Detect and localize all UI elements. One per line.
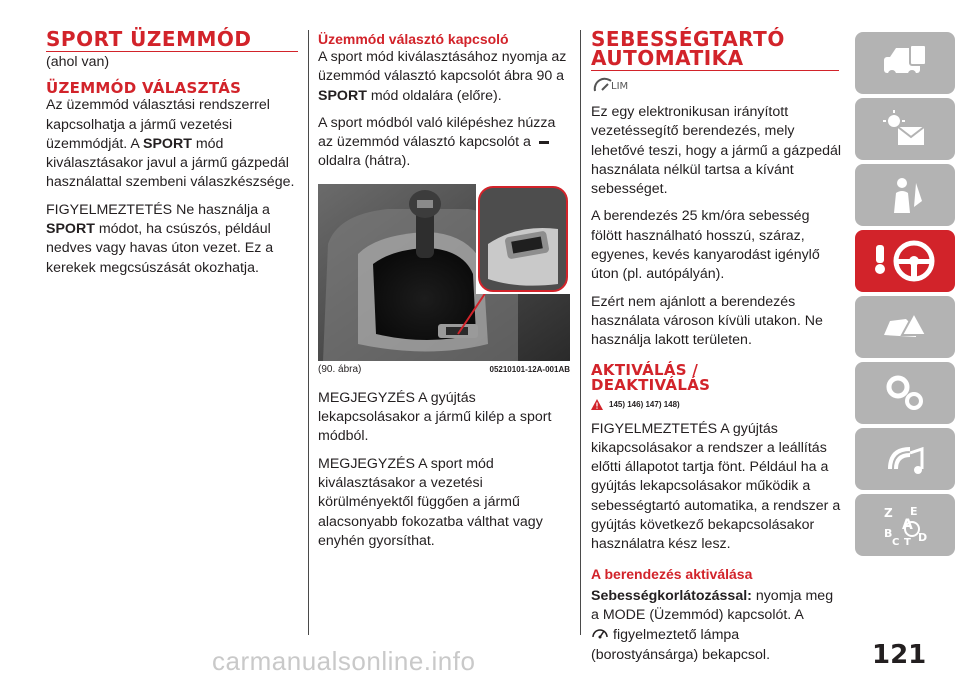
section-title: SPORT ÜZEMMÓD [46, 27, 252, 51]
chapter-tabs [855, 32, 955, 560]
tab-multimedia[interactable] [855, 428, 955, 490]
column-divider [580, 30, 581, 635]
page-number: 121 [872, 640, 927, 670]
paragraph: A berendezés 25 km/óra sebesség fölött használható hosszú, száraz, egyenes, kevés kanyarodást igénylő úton (pl. autópályán). [591, 208, 820, 283]
section-subtitle: (ahol van) [46, 54, 110, 70]
steering-wheel-icon [870, 239, 940, 283]
gear-shifter-photo [318, 184, 570, 361]
tab-warning-lights[interactable] [855, 98, 955, 160]
emergency-icon [880, 307, 930, 347]
svg-text:LIM: LIM [611, 81, 629, 92]
column-1 [46, 27, 298, 278]
paragraph: Ez egy elektronikusan irányított vezetéssegítő berendezés, mely lehetővé teszi, hogy a jármű a gázpedál használata nélkül tartsa a kívánt sebességet. [591, 104, 842, 198]
subsection-title: ÜZEMMÓD VÁLASZTÁS [46, 79, 242, 98]
switch-minus-symbol [539, 141, 549, 144]
column-3 [591, 27, 842, 665]
warning-paragraph: FIGYELMEZTETÉS A gyújtás kikapcsolásakor a rendszer a leállítás előtti állapotot tartja fönt. Például ha a gyújtás lekapcsolásakor működik a sebességtartó automatika, a rendszer a gyújtás következő bekapcsolásakor használatra kész lesz. [591, 420, 841, 553]
svg-text:T: T [904, 537, 911, 547]
index-icon [880, 503, 930, 547]
tab-car-info[interactable] [855, 32, 955, 94]
paragraph: Sebességkorlátozással: nyomja meg a MODE (Üzemmód) kapcsolót. A figyelmeztető lámpa (borostyánsárga) bekapcsol. [591, 587, 834, 663]
tab-safety[interactable] [855, 164, 955, 226]
subsection-title: Üzemmód választó kapcsoló [318, 31, 509, 47]
note-paragraph: MEGJEGYZÉS A sport mód kiválasztásakor a vezetési körülményektől függően a jármű alacsonyabb fokozatba válthat vagy enyhén gyorsíthat. [318, 455, 543, 549]
subsection-title: A berendezés aktiválása [591, 565, 753, 582]
multimedia-icon [880, 439, 930, 479]
tab-emergency[interactable] [855, 296, 955, 358]
tab-index[interactable] [855, 494, 955, 556]
figure-code: 05210101-12A-001AB [489, 365, 570, 375]
figure-caption [318, 361, 570, 379]
section-title-line-1: SEBESSÉGTARTÓ [591, 27, 785, 51]
subsection-title-line-1: AKTIVÁLÁS / [591, 360, 699, 379]
column-divider [308, 30, 309, 635]
title-rule [591, 70, 839, 71]
svg-text:E: E [910, 505, 918, 518]
car-info-icon [880, 43, 930, 83]
note-paragraph: MEGJEGYZÉS A gyújtás lekapcsolásakor a jármű kilép a sport módból. [318, 389, 552, 445]
speed-limiter-warning-icon [591, 625, 609, 645]
cruise-control-icon [591, 75, 841, 95]
watermark: carmanualsonline.info [212, 646, 476, 676]
svg-text:A: A [902, 517, 913, 533]
section-title-line-2: AUTOMATIKA [591, 46, 744, 70]
svg-text:D: D [918, 531, 928, 544]
figure-label: (90. ábra) [318, 364, 362, 376]
svg-text:B: B [884, 527, 893, 540]
title-rule [46, 51, 298, 52]
tab-starting-driving[interactable] [855, 230, 955, 292]
paragraph: Az üzemmód választási rendszerrel kapcsolhatja a jármű vezetési üzemmódját. A SPORT mód kiválasztásakor javul a jármű gázpedál használattal szembeni válaszkészsége. [46, 97, 295, 191]
paragraph: A sport mód kiválasztásához nyomja az üzemmód választó kapcsolót ábra 90 a SPORT mód oldalára (előre). [318, 49, 567, 104]
tab-maintenance[interactable] [855, 362, 955, 424]
column-2 [318, 30, 570, 551]
warning-paragraph: FIGYELMEZTETÉS Ne használja a SPORT módot, ha csúszós, például nedves vagy havas úton vezet. Ez a kerekek megcsúszását okozhatja. [46, 201, 274, 276]
paragraph: A sport módból való kilépéshez húzza az üzemmód választó kapcsolót a oldalra (hátra). [318, 114, 556, 170]
svg-text:C: C [892, 537, 900, 547]
svg-text:Z: Z [884, 506, 893, 520]
figure-mode-switch [318, 184, 570, 379]
safety-icon [880, 175, 930, 215]
warning-refs: 145) 146) 147) 148) [591, 399, 841, 410]
warning-lights-icon [880, 109, 930, 149]
warning-triangle-icon [591, 399, 603, 410]
paragraph: Ezért nem ajánlott a berendezés használata városon kívüli utakon. Ne használja lakott területen. [591, 293, 823, 349]
subsection-title-line-2: DEAKTIVÁLÁS [591, 375, 711, 394]
maintenance-icon [880, 373, 930, 413]
